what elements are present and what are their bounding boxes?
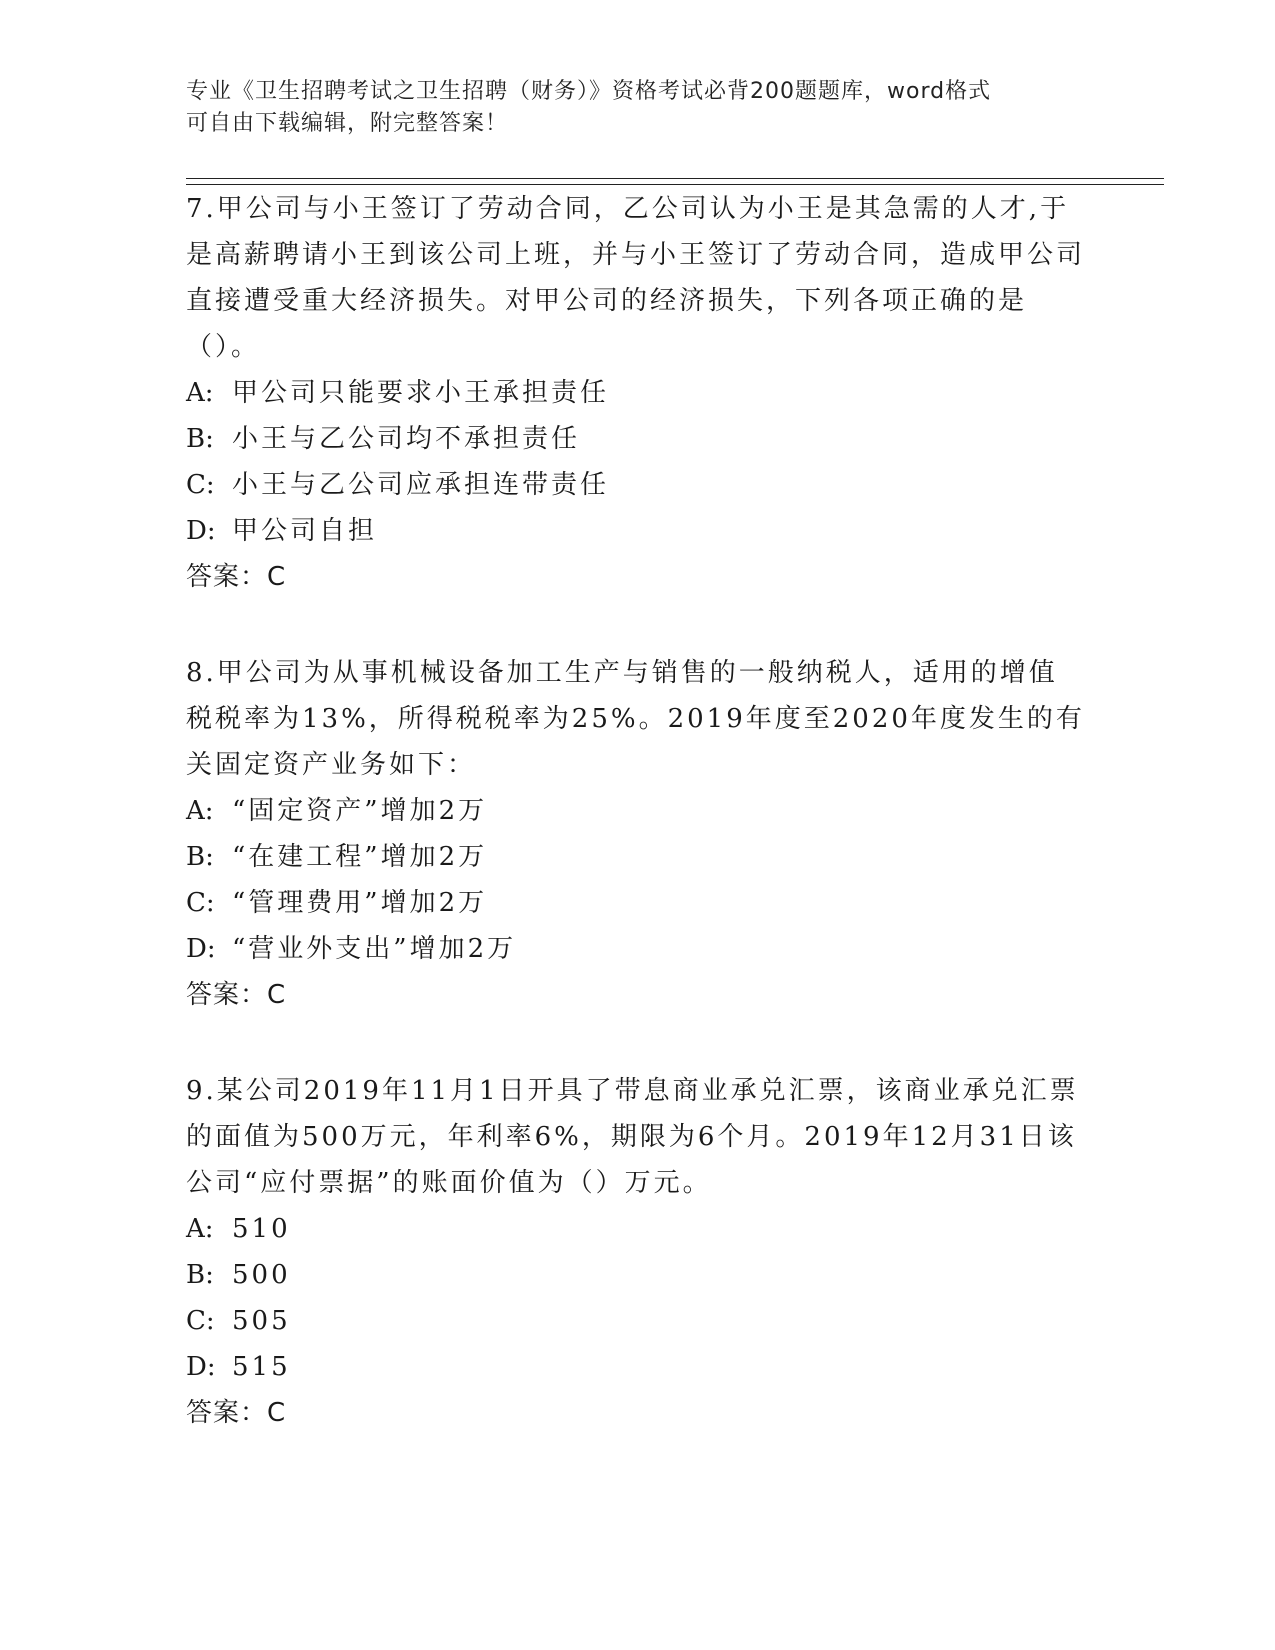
- option-c: [186, 462, 1086, 508]
- option-letter: D:: [186, 516, 216, 546]
- option-b: [186, 834, 1086, 880]
- option-letter: A:: [186, 796, 214, 826]
- option-letter: B:: [186, 1260, 214, 1290]
- option-text: “管理费用”增加2万: [232, 888, 488, 918]
- answer-line: 答案：C: [186, 980, 287, 1010]
- question-text: 8.甲公司为从事机械设备加工生产与销售的一般纳税人，适用的增值税税率为13%，所得税税率为25%。2019年度至2020年度发生的有关固定资产业务如下：: [186, 658, 1085, 780]
- header-divider-top: [186, 178, 1164, 179]
- question-text: 7.甲公司与小王签订了劳动合同，乙公司认为小王是其急需的人才,于是高薪聘请小王到该公司上班，并与小王签订了劳动合同，造成甲公司直接遭受重大经济损失。对甲公司的经济损失，下列各项正确的是（）。: [186, 194, 1086, 362]
- option-d: [186, 1344, 1086, 1390]
- option-text: 510: [232, 1214, 291, 1244]
- option-letter: B:: [186, 424, 214, 454]
- option-letter: D:: [186, 1352, 216, 1382]
- option-letter: C:: [186, 888, 215, 918]
- option-a: [186, 1206, 1086, 1252]
- option-letter: A:: [186, 378, 214, 408]
- option-text: “营业外支出”增加2万: [232, 934, 517, 964]
- option-letter: A:: [186, 1214, 214, 1244]
- header-line-2: 可自由下载编辑，附完整答案！: [186, 111, 509, 136]
- header-line-1: 专业《卫生招聘考试之卫生招聘（财务）》资格考试必背200题题库，word格式: [186, 79, 992, 104]
- option-text: 505: [232, 1306, 291, 1336]
- question-9: [186, 1068, 1086, 1436]
- option-a: [186, 370, 1086, 416]
- document-header: [186, 76, 1086, 140]
- question-text: 9.某公司2019年11月1日开具了带息商业承兑汇票，该商业承兑汇票的面值为500万元，年利率6%，期限为6个月。2019年12月31日该公司“应付票据”的账面价值为（）万元。: [186, 1076, 1079, 1198]
- option-letter: D:: [186, 934, 216, 964]
- answer-line: 答案：C: [186, 1398, 287, 1428]
- option-text: 500: [232, 1260, 291, 1290]
- question-7: [186, 186, 1086, 600]
- option-b: [186, 1252, 1086, 1298]
- option-d: [186, 926, 1086, 972]
- option-text: 小王与乙公司均不承担责任: [232, 424, 581, 454]
- question-8: [186, 650, 1086, 1018]
- option-c: [186, 880, 1086, 926]
- question-list: [186, 186, 1086, 1486]
- option-text: 甲公司只能要求小王承担责任: [232, 378, 610, 408]
- option-text: “固定资产”增加2万: [232, 796, 488, 826]
- option-d: [186, 508, 1086, 554]
- option-letter: B:: [186, 842, 214, 872]
- option-text: 小王与乙公司应承担连带责任: [232, 470, 610, 500]
- option-letter: C:: [186, 470, 215, 500]
- option-c: [186, 1298, 1086, 1344]
- option-letter: C:: [186, 1306, 215, 1336]
- option-a: [186, 788, 1086, 834]
- option-b: [186, 416, 1086, 462]
- option-text: 甲公司自担: [232, 516, 378, 546]
- option-text: “在建工程”增加2万: [232, 842, 488, 872]
- header-divider-bottom: [186, 184, 1164, 185]
- option-text: 515: [232, 1352, 291, 1382]
- answer-line: 答案：C: [186, 562, 287, 592]
